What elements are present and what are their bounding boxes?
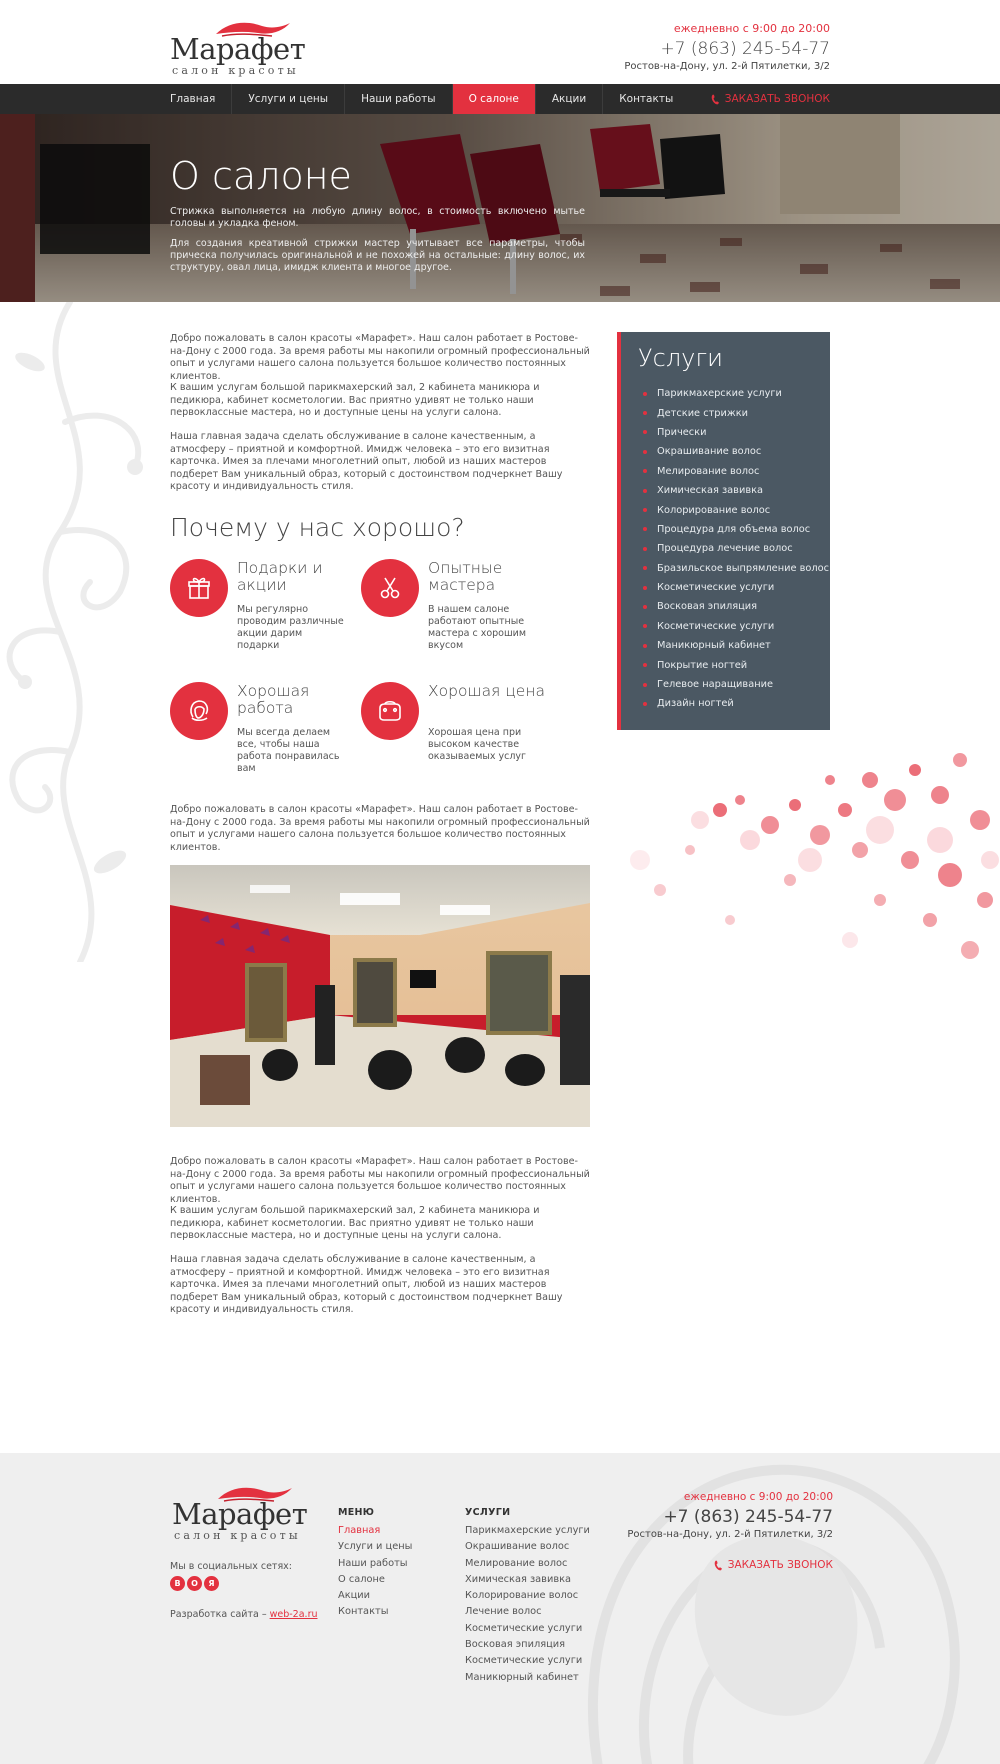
hero-paragraph-1: Стрижка выполняется на любую длину волос, в стоимость включено мытье головы и укладка феном.	[170, 206, 585, 229]
footer-link[interactable]: Косметические услуги	[465, 1655, 583, 1667]
sidebar-service-label: Детские стрижки	[657, 407, 748, 419]
wallet-icon	[361, 682, 419, 740]
sidebar-service-item[interactable]	[643, 597, 829, 616]
bullet-icon	[643, 586, 647, 590]
nav-items	[154, 84, 689, 114]
nav-item[interactable]: О салоне	[453, 84, 536, 114]
bullet-icon	[643, 392, 647, 396]
logo-wordmark: Марафет	[170, 32, 306, 66]
sidebar-service-item[interactable]	[643, 559, 829, 578]
working-hours: ежедневно с 9:00 до 20:00	[673, 22, 830, 35]
sidebar-service-label: Процедура лечение волос	[657, 543, 793, 555]
sidebar-service-item[interactable]	[643, 481, 829, 500]
footer-phone-number[interactable]: +7 (863) 245-54-77	[663, 1507, 833, 1527]
bullet-icon	[643, 663, 647, 667]
sidebar-service-item[interactable]	[643, 423, 829, 442]
sidebar-service-item[interactable]	[643, 384, 829, 403]
sidebar-service-item[interactable]	[643, 636, 829, 655]
feature-description: Хорошая цена при высоком качестве оказываемых услуг	[428, 727, 527, 762]
footer-link[interactable]: Мелирование волос	[465, 1557, 568, 1569]
footer-menu-list	[338, 1525, 412, 1623]
intro-paragraph-1: Добро пожаловать в салон красоты «Марафет». Наш салон работает в Ростове-на-Дону с 2000 года. За время работы мы накопили огромный профессиональный опыт и услугами нашего салона пользуется большое количество постоянных клиентов.	[170, 333, 590, 382]
hero-banner	[0, 114, 1000, 302]
sidebar-service-label: Дизайн ногтей	[657, 698, 734, 710]
salon-interior-photo	[170, 865, 590, 1127]
main-nav	[0, 84, 1000, 114]
request-call-button[interactable]	[711, 84, 830, 114]
sidebar-service-item[interactable]	[643, 675, 829, 694]
sidebar-service-item[interactable]	[643, 617, 829, 636]
footer-services-list	[465, 1525, 590, 1688]
phone-number[interactable]: +7 (863) 245-54-77	[660, 39, 830, 59]
sidebar-service-item[interactable]	[643, 403, 829, 422]
nav-item[interactable]: Контакты	[619, 93, 674, 105]
social-label: Мы в социальных сетях:	[170, 1561, 292, 1572]
social-links	[170, 1576, 219, 1591]
feature-good-price	[361, 682, 551, 782]
feature-title: Подарки и акции	[237, 559, 323, 594]
feature-description: Мы всегда делаем все, чтобы наша работа понравилась вам	[237, 727, 340, 774]
footer-link[interactable]: Колорирование волос	[465, 1590, 579, 1602]
sidebar-service-label: Химическая завивка	[657, 485, 764, 497]
footer-menu-heading: МЕНЮ	[338, 1507, 375, 1518]
bullet-icon	[643, 489, 647, 493]
request-call-label: ЗАКАЗАТЬ ЗВОНОК	[724, 93, 830, 105]
sidebar-service-label: Косметические услуги	[657, 620, 775, 632]
bullet-icon	[643, 508, 647, 512]
footer-request-call-button[interactable]	[714, 1559, 833, 1571]
footer-request-call-label: ЗАКАЗАТЬ ЗВОНОК	[727, 1559, 833, 1571]
sidebar-service-label: Мелирование волос	[657, 465, 760, 477]
footer-services-heading: УСЛУГИ	[465, 1507, 511, 1518]
services-sidebar	[617, 332, 830, 730]
intro-paragraph-2: К вашим услугам большой парикмахерский зал, 2 кабинета маникюра и педикюра, кабинет косметологии. Вас приятно удивят не только наши первоклассные мастера, но и доступные цены на услуги салона.	[170, 382, 540, 418]
bottom-paragraph-3: Наша главная задача сделать обслуживание в салоне качественным, а атмосферу – приятной и комфортной. Имидж человека – это его визитная карточка. Имея за плечами многолетний опыт, любой из наших мастеров подберет Вам уникальный образ, который с достоинством подчеркнет Вашу красоту и индивидуальность стиля.	[170, 1254, 563, 1315]
odnoklassniki-icon[interactable]: О	[187, 1576, 202, 1591]
footer-link[interactable]: Лечение волос	[465, 1606, 542, 1618]
bullet-icon	[643, 469, 647, 473]
nav-item[interactable]: Наши работы	[345, 84, 453, 114]
sidebar-service-item[interactable]	[643, 578, 829, 597]
footer-logo[interactable]	[172, 1483, 312, 1543]
sidebar-service-item[interactable]	[643, 655, 829, 674]
nav-item[interactable]: Акции	[536, 84, 603, 114]
footer-link[interactable]: Окрашивание волос	[465, 1541, 570, 1553]
sidebar-service-label: Гелевое наращивание	[657, 679, 774, 691]
sidebar-service-item[interactable]	[643, 520, 829, 539]
bottom-paragraph-1: Добро пожаловать в салон красоты «Марафет». Наш салон работает в Ростове-на-Дону с 2000 года. За время работы мы накопили огромный профессиональный опыт и услугами нашего салона пользуется большое количество постоянных клиентов.	[170, 1156, 590, 1205]
sidebar-service-label: Процедура для объема волос	[657, 523, 811, 535]
bullet-icon	[643, 527, 647, 531]
footer-link[interactable]: Восковая эпиляция	[465, 1639, 566, 1651]
header	[0, 0, 1000, 84]
feature-description: В нашем салоне работают опытные мастера с хорошим вкусом	[428, 604, 527, 651]
sidebar-service-label: Покрытие ногтей	[657, 659, 748, 671]
nav-item[interactable]: Услуги и цены	[232, 84, 345, 114]
sidebar-service-label: Колорирование волос	[657, 504, 771, 516]
bullet-icon	[643, 702, 647, 706]
hairstyle-icon	[170, 682, 228, 740]
sidebar-service-label: Косметические услуги	[657, 582, 775, 594]
footer-logo-wordmark: Марафет	[172, 1497, 308, 1531]
bullet-icon	[643, 624, 647, 628]
sidebar-service-label: Восковая эпиляция	[657, 601, 758, 613]
page-title: О салоне	[170, 154, 352, 198]
footer-link[interactable]: Косметические услуги	[465, 1622, 583, 1634]
footer-link[interactable]: О салоне	[338, 1573, 385, 1585]
feature-description: Мы регулярно проводим различные акции дарим подарки	[237, 604, 344, 651]
footer-link[interactable]: Контакты	[338, 1606, 389, 1618]
feature-masters	[361, 559, 551, 659]
floral-swirl-decoration	[0, 302, 170, 962]
gift-icon	[170, 559, 228, 617]
address: Ростов-на-Дону, ул. 2-й Пятилетки, 3/2	[624, 61, 830, 72]
bullet-icon	[643, 566, 647, 570]
footer	[0, 1453, 1000, 1764]
footer-working-hours: ежедневно с 9:00 до 20:00	[683, 1491, 833, 1503]
feature-title: Хорошая работа	[237, 682, 310, 717]
phone-icon	[711, 94, 720, 105]
footer-link[interactable]: Главная	[338, 1525, 381, 1536]
footer-link[interactable]: Парикмахерские услуги	[465, 1525, 590, 1536]
sidebar-service-label: Маникюрный кабинет	[657, 640, 771, 652]
bullet-icon	[643, 450, 647, 454]
sidebar-service-item[interactable]	[643, 500, 829, 519]
developer-credit	[170, 1609, 318, 1620]
vk-icon[interactable]: В	[170, 1576, 185, 1591]
bullet-icon	[643, 547, 647, 551]
footer-link[interactable]: Акции	[338, 1590, 371, 1602]
developer-credit-prefix: Разработка сайта –	[170, 1609, 270, 1620]
yandex-icon[interactable]: Я	[204, 1576, 219, 1591]
bottom-paragraph-2: К вашим услугам большой парикмахерский зал, 2 кабинета маникюра и педикюра, кабинет косметологии. Вас приятно удивят не только наши первоклассные мастера, но и доступные цены на услуги салона.	[170, 1205, 540, 1241]
intro-paragraph-3: Наша главная задача сделать обслуживание в салоне качественным, а атмосферу – приятной и комфортной. Имидж человека – это его визитная карточка. Имея за плечами многолетний опыт, любой из наших мастеров подберет Вам уникальный образ, который с достоинством подчеркнет Вашу красоту и индивидуальность стиля.	[170, 431, 563, 492]
scissors-icon	[361, 559, 419, 617]
sidebar-service-item[interactable]	[643, 694, 829, 713]
bokeh-decoration	[610, 740, 1000, 990]
bullet-icon	[643, 605, 647, 609]
footer-link[interactable]: Химическая завивка	[465, 1573, 572, 1585]
feature-title: Хорошая цена	[428, 682, 545, 700]
bullet-icon	[643, 411, 647, 415]
bullet-icon	[643, 683, 647, 687]
footer-link[interactable]: Наши работы	[338, 1557, 408, 1569]
services-list	[643, 384, 829, 714]
sidebar-service-item[interactable]	[643, 442, 829, 461]
sidebar-title: Услуги	[638, 344, 723, 372]
middle-paragraph: Добро пожаловать в салон красоты «Марафет». Наш салон работает в Ростове-на-Дону с 2000 года. За время работы мы накопили огромный профессиональный опыт и услугами нашего салона пользуется большое количество постоянных клиентов.	[170, 804, 590, 853]
sidebar-service-label: Парикмахерские услуги	[657, 388, 782, 400]
logo[interactable]	[170, 18, 310, 78]
footer-address: Ростов-на-Дону, ул. 2-й Пятилетки, 3/2	[627, 1529, 833, 1540]
feature-title: Опытные мастера	[428, 559, 503, 594]
sidebar-service-label: Бразильское выпрямление волос	[657, 562, 830, 574]
nav-item[interactable]: Главная	[154, 84, 232, 114]
why-section-title: Почему у нас хорошо?	[170, 513, 465, 542]
footer-logo-subtitle: салон красоты	[174, 1529, 301, 1542]
bullet-icon	[643, 644, 647, 648]
phone-icon	[714, 1560, 723, 1571]
feature-good-work	[170, 682, 360, 782]
bullet-icon	[643, 430, 647, 434]
sidebar-service-label: Прически	[657, 426, 707, 438]
sidebar-service-item[interactable]	[643, 462, 829, 481]
footer-link[interactable]: Маникюрный кабинет	[465, 1671, 579, 1683]
logo-subtitle: салон красоты	[172, 64, 299, 77]
hero-paragraph-2: Для создания креативной стрижки мастер учитывает все параметры, чтобы прическа получилась оригинальной и не похожей на остальные: длину волос, их структуру, овал лица, имидж клиента и многое другое.	[170, 238, 585, 273]
footer-link[interactable]: Услуги и цены	[338, 1541, 413, 1553]
feature-gifts	[170, 559, 360, 659]
sidebar-service-item[interactable]	[643, 539, 829, 558]
sidebar-service-label: Окрашивание волос	[657, 446, 762, 458]
developer-link[interactable]: web-2a.ru	[269, 1609, 318, 1620]
